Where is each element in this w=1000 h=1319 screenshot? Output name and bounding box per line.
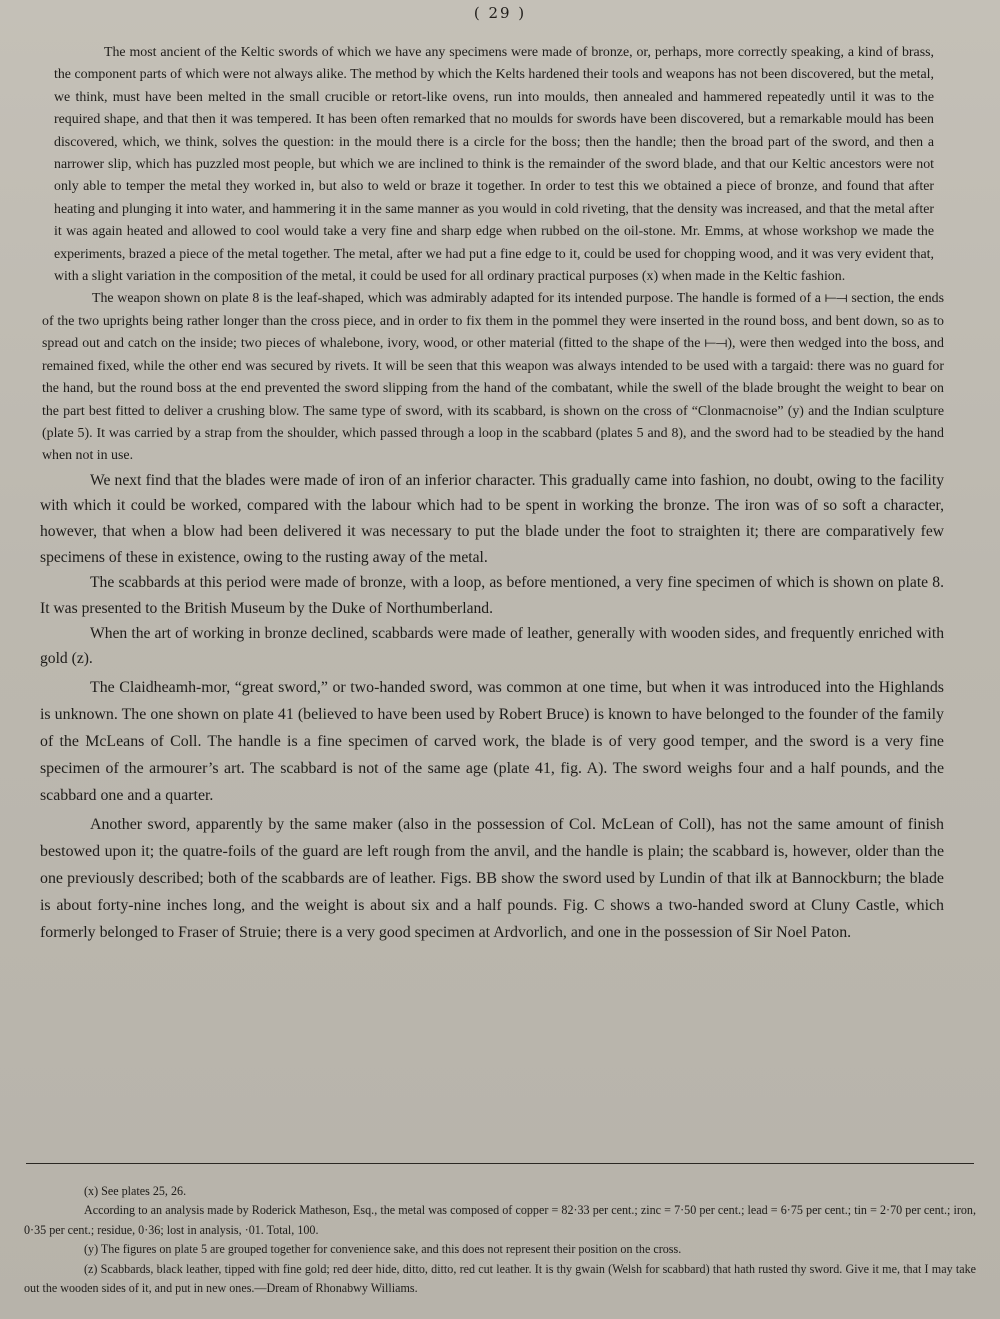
paragraph-leaf-shaped-weapon: The weapon shown on plate 8 is the leaf-shaped, which was admirably adapted for its intended purpose. The handle is formed of a ⟝⟞ section, the ends of the two uprights being rather longer than the cross piece, and in order to fix them in the pommel they were inserted in the round boss, and bent down, so as to spread out and catch on the inside; two pieces of whalebone, ivory, wood, or other material (fitted to the shape of the ⟝⟞), were then wedged into the boss, and remained fixed, while the other end was secured by rivets. It will be seen that this weapon was always intended to be used with a targaid: there was no guard for the hand, but the round boss at the end prevented the sword slipping from the hand of the combatant, while the swell of the blade brought the weight to bear on the part best fitted to deliver a crushing blow. The same type of sword, with its scabbard, is shown on the cross of “Clonmacnoise” (y) and the Indian sculpture (plate 5). It was carried by a strap from the shoulder, which passed through a loop in the scabbard (plates 5 and 8), and the sword had to be steadied by the hand when not in use. [42, 291, 944, 464]
footnote-divider [26, 1163, 974, 1164]
footnotes [24, 1182, 976, 1298]
body-text [40, 42, 944, 946]
paragraph-another-sword: Another sword, apparently by the same maker (also in the possession of Col. McLean of Coll), has not the same amount of finish bestowed upon it; the quatre-foils of the guard are left rough from the anvil, and the handle is plain; the scabbard is, however, older than the one previously described; both of the scabbards are of leather. Figs. BB show the sword used by Lundin of that ilk at Bannockburn; the blade is about forty-nine inches long, and the weight is about six and a half pounds. Fig. C shows a two-handed sword at Cluny Castle, which formerly belonged to Fraser of Struie; there is a very good specimen at Ardvorlich, and one in the possession of Sir Noel Paton. [40, 815, 944, 941]
footnote-analysis: According to an analysis made by Roderick Matheson, Esq., the metal was composed of copper = 82·33 per cent.; zinc = 7·50 per cent.; lead = 6·75 per cent.; tin = 2·70 per cent.; iron, 0·35 per cent.; residue, 0·36; lost in analysis, ·01. Total, 100. [24, 1203, 976, 1237]
paragraph-leather-scabbards: When the art of working in bronze declined, scabbards were made of leather, generally with wooden sides, and frequently enriched with gold (z). [40, 624, 944, 668]
footnote-z: (z) Scabbards, black leather, tipped with fine gold; red deer hide, ditto, ditto, red cut leather. It is thy gwain (Welsh for scabbard) that hath rusted thy sword. Give it me, that I may take out the wooden sides of it, and put in new ones.—Dream of Rhonabwy Williams. [24, 1261, 976, 1296]
footnote-y: (y) The figures on plate 5 are grouped together for convenience sake, and this does not represent their position on the cross. [84, 1242, 682, 1257]
page-number: ( 29 ) [473, 4, 527, 22]
footnote-x: (x) See plates 25, 26. [84, 1184, 187, 1198]
paragraph-iron-blades: We next find that the blades were made of iron of an inferior character. This gradually came into fashion, no doubt, owing to the facility with which it could be worked, compared with the labour which had to be spent in working the bronze. The iron was of so soft a character, however, that when a blow had been delivered it was necessary to put the blade under the foot to straighten it; there are comparatively few specimens of these in existence, owing to the rusting away of the metal. [40, 471, 944, 566]
paragraph-bronze-scabbards: The scabbards at this period were made of bronze, with a loop, as before mentioned, a very fine specimen of which is shown on plate 8. It was presented to the British Museum by the Duke of Northumberland. [40, 574, 944, 617]
paragraph-claidheamh-mor: The Claidheamh-mor, “great sword,” or two-handed sword, was common at one time, but when it was introduced into the Highlands is unknown. The one shown on plate 41 (believed to have been used by Robert Bruce) is known to have belonged to the founder of the family of the McLeans of Coll. The handle is a fine specimen of carved work, the blade is of very good temper, and the sword is a very fine specimen of the armourer’s art. The scabbard is not of the same age (plate 41, fig. A). The sword weighs four and a half pounds, and the scabbard one and a quarter. [40, 678, 944, 804]
paragraph-bronze-swords: The most ancient of the Keltic swords of which we have any specimens were made of bronze, or, perhaps, more correctly speaking, a kind of brass, the component parts of which were not always alike. The method by which the Kelts hardened their tools and weapons has not been discovered, but the metal, we think, must have been melted in the small crucible or retort-like ovens, run into moulds, then annealed and hammered repeatedly until it was to the required shape, and that then it was tempered. It has been often remarked that no moulds for swords have been discovered, but a remarkable mould has been discovered, which, we think, solves the question: in the mould there is a circle for the boss; then the handle; then the broad part of the sword, and then a narrower slip, which has puzzled most people, but which we are inclined to think is the remainder of the sword blade, and that our Keltic ancestors were not only able to temper the metal they worked in, but also to weld or braze it together. In order to test this we obtained a piece of bronze, and found that after heating and plunging it into water, and hammering it in the same manner as you would in cold riveting, that the density was increased, and that the metal after it was again heated and allowed to cool would take a very fine and sharp edge when rubbed on the oil-stone. Mr. Emms, at whose workshop we made the experiments, brazed a piece of the metal together. The metal, after we had put a fine edge to it, could be used for chopping wood, and it was very evident that, with a slight variation in the composition of the metal, it could be used for all ordinary practical purposes (x) when made in the Keltic fashion. [54, 45, 934, 285]
